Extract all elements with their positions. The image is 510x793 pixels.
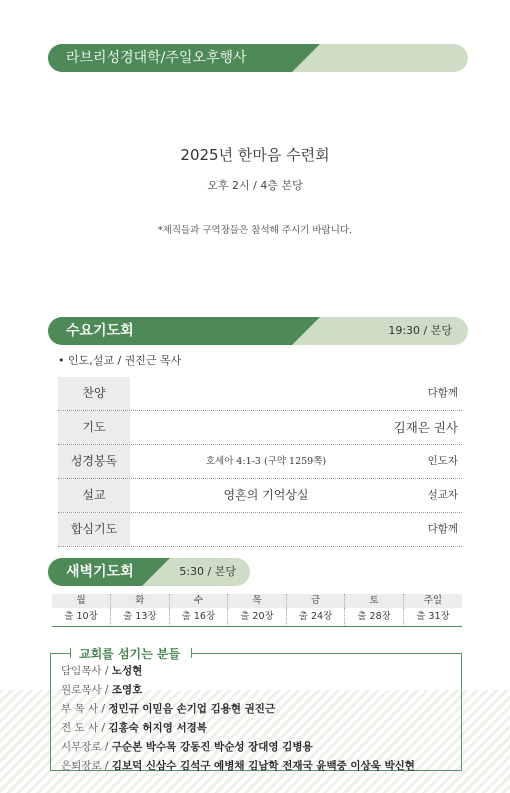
section-time: 5:30 / 본당 [179,565,236,578]
minister-names: 조영호 [111,684,143,696]
minister-row [61,681,415,700]
order-detail: 영혼의 기억상실 [223,488,309,502]
minister-role: 은퇴장로 / [61,760,112,772]
order-person: 다함께 [427,523,458,535]
minister-row [61,738,415,757]
order-label: 기도 [58,411,130,444]
minister-names: 노성현 [111,665,143,677]
box-border-tick [70,648,71,658]
retreat-note: *제직들과 구역장들은 참석해 주시기 바랍니다. [157,225,353,236]
minister-names: 김보덕 신삼수 김석구 예병채 김남학 전재국 윤백중 이상욱 박신현 [111,760,415,772]
day-cell: 목 [228,594,287,608]
day-cell: 토 [345,594,404,608]
minister-role: 부 목 사 / [61,703,109,715]
wednesday-leader-note: • 인도,설교 / 권진근 목사 [58,354,182,367]
box-border [191,653,462,654]
order-row-sermon [58,479,462,513]
section-title: 수요기도회 [66,323,134,339]
day-cell: 금 [286,594,345,608]
chapter-cell: 출 31장 [403,608,462,627]
order-person: 인도자 [427,455,458,467]
chapter-cell: 출 16장 [169,608,228,627]
order-label: 성경봉독 [58,445,130,478]
section-header-wednesday-prayer [48,317,468,345]
order-person: 설교자 [427,489,458,501]
day-cell: 월 [52,594,111,608]
order-label: 찬양 [58,377,130,410]
wednesday-order-table [58,377,462,547]
chapter-cell: 출 13장 [111,608,170,627]
order-label: 설교 [58,479,130,512]
retreat-title: 2025년 한마음 수련회 [180,146,330,164]
chapter-cell: 출 20장 [228,608,287,627]
minister-row [61,662,415,681]
chapter-row [52,608,462,627]
order-row-prayer [58,411,462,445]
section-header-bible-college [48,44,468,72]
minister-role: 시무장로 / [61,741,112,753]
order-person: 다함께 [427,387,458,399]
day-row [52,594,462,608]
chapter-cell: 출 24장 [286,608,345,627]
section-title: 라브리성경대학/주일오후행사 [66,50,247,66]
ministers-box [50,647,462,772]
order-detail: 호세아 4:1-3 (구약 1259쪽) [205,456,327,467]
ministers-list [61,662,415,776]
day-cell: 화 [111,594,170,608]
order-person: 김재은 권사 [393,420,458,435]
minister-names: 김홍숙 허지영 서경복 [108,722,207,734]
minister-role: 전 도 사 / [61,722,109,734]
dawn-reading-schedule [52,594,462,627]
minister-names: 정민규 이믿음 손기업 김용현 권진근 [108,703,276,715]
box-border [50,653,70,654]
minister-row [61,719,415,738]
order-row-scripture [58,445,462,479]
minister-row [61,757,415,776]
retreat-time: 오후 2시 / 4층 본당 [207,179,303,192]
order-row-joint-prayer [58,513,462,547]
order-label: 합심기도 [58,513,130,546]
day-cell: 수 [169,594,228,608]
chapter-cell: 출 28장 [345,608,404,627]
section-time: 19:30 / 본당 [388,324,452,337]
minister-role: 담임목사 / [61,665,112,677]
ministers-heading: 교회를 섬기는 분들 [79,647,181,661]
chapter-cell: 출 10장 [52,608,111,627]
day-cell: 주일 [403,594,462,608]
section-header-dawn-prayer [48,558,250,586]
minister-names: 구순본 박수목 강동진 박순성 장대영 김병용 [111,741,313,753]
section-title: 새벽기도회 [66,564,134,580]
order-row-praise [58,377,462,411]
minister-role: 원로목사 / [61,684,112,696]
minister-row [61,700,415,719]
